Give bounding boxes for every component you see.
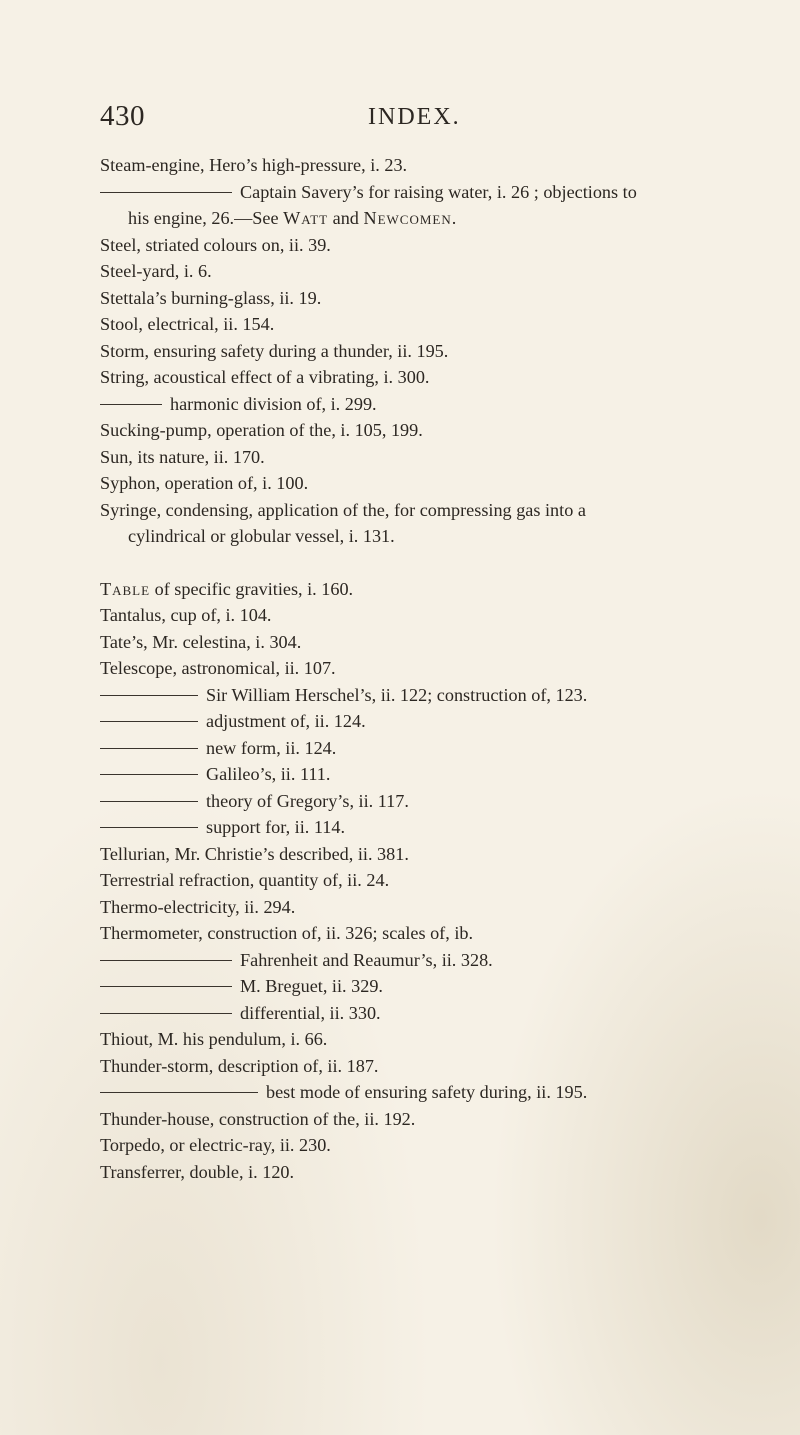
ditto-dash bbox=[100, 986, 232, 987]
index-entry-continuation: his engine, 26.—See Watt and Newcomen. bbox=[128, 208, 457, 228]
index-subentry: Fahrenheit and Reaumur’s, ii. 328. bbox=[100, 947, 790, 974]
ditto-dash bbox=[100, 748, 198, 749]
index-entry-continuation: cylindrical or globular vessel, i. 131. bbox=[128, 526, 395, 546]
index-entry: Stool, electrical, ii. 154. bbox=[100, 314, 275, 334]
section-gap bbox=[100, 550, 790, 576]
index-entry: Tantalus, cup of, i. 104. bbox=[100, 605, 272, 625]
index-entry: Thermometer, construction of, ii. 326; scales of, ib. bbox=[100, 923, 474, 943]
ditto-dash bbox=[100, 721, 198, 722]
index-entries bbox=[100, 152, 790, 1185]
index-entry: Thiout, M. his pendulum, i. 66. bbox=[100, 1029, 328, 1049]
index-entry: Syringe, condensing, application of the, for compressing gas into a bbox=[100, 499, 586, 520]
index-entry: Syphon, operation of, i. 100. bbox=[100, 473, 309, 493]
index-entry: Steam-engine, Hero’s high-pressure, i. 23. bbox=[100, 155, 408, 175]
ditto-dash bbox=[100, 192, 232, 193]
ditto-dash bbox=[100, 695, 198, 696]
index-subentry: M. Breguet, ii. 329. bbox=[100, 973, 790, 1000]
running-head: INDEX. bbox=[368, 104, 461, 130]
index-entry: Thunder-house, construction of the, ii. 192. bbox=[100, 1108, 416, 1129]
index-entry: Tellurian, Mr. Christie’s described, ii. 381. bbox=[100, 843, 409, 864]
index-subentry: Captain Savery’s for raising water, i. 26 ; objections to bbox=[100, 179, 790, 206]
index-entry: Tate’s, Mr. celestina, i. 304. bbox=[100, 631, 302, 652]
ditto-dash bbox=[100, 801, 198, 802]
index-subentry: Sir William Herschel’s, ii. 122; construction of, 123. bbox=[100, 682, 790, 709]
index-entry: Sucking-pump, operation of the, i. 105, 199. bbox=[100, 420, 423, 440]
ditto-dash bbox=[100, 960, 232, 961]
index-entry: Thunder-storm, description of, ii. 187. bbox=[100, 1055, 379, 1076]
index-entry: Thermo-electricity, ii. 294. bbox=[100, 896, 296, 917]
cross-reference[interactable]: Newcomen bbox=[363, 208, 452, 228]
ditto-dash bbox=[100, 1092, 258, 1093]
index-entry: Telescope, astronomical, ii. 107. bbox=[100, 658, 336, 678]
index-entry: Sun, its nature, ii. 170. bbox=[100, 446, 265, 467]
index-entry: String, acoustical effect of a vibrating, i. 300. bbox=[100, 367, 430, 387]
index-entry: Terrestrial refraction, quantity of, ii. 24. bbox=[100, 870, 390, 890]
index-entry: Transferrer, double, i. 120. bbox=[100, 1161, 295, 1182]
page-header bbox=[0, 100, 800, 140]
index-entry: Torpedo, or electric-ray, ii. 230. bbox=[100, 1135, 331, 1155]
cross-reference[interactable]: Watt bbox=[283, 208, 329, 228]
page-number: 430 bbox=[100, 100, 145, 132]
index-entry: Storm, ensuring safety during a thunder, ii. 195. bbox=[100, 340, 449, 361]
index-entry: Steel-yard, i. 6. bbox=[100, 261, 212, 281]
ditto-dash bbox=[100, 404, 162, 405]
index-subentry: Galileo’s, ii. 111. bbox=[100, 761, 790, 788]
index-subentry: new form, ii. 124. bbox=[100, 735, 790, 762]
index-subentry: support for, ii. 114. bbox=[100, 814, 790, 841]
index-subentry: best mode of ensuring safety during, ii. 195. bbox=[100, 1079, 790, 1106]
index-entry: Table of specific gravities, i. 160. bbox=[100, 578, 354, 599]
ditto-dash bbox=[100, 774, 198, 775]
index-subentry: differential, ii. 330. bbox=[100, 1000, 790, 1027]
ditto-dash bbox=[100, 827, 198, 828]
index-entry: Steel, striated colours on, ii. 39. bbox=[100, 234, 331, 255]
index-subentry: theory of Gregory’s, ii. 117. bbox=[100, 788, 790, 815]
ditto-dash bbox=[100, 1013, 232, 1014]
index-subentry: harmonic division of, i. 299. bbox=[100, 391, 790, 418]
index-entry: Stettala’s burning-glass, ii. 19. bbox=[100, 287, 322, 308]
index-subentry: adjustment of, ii. 124. bbox=[100, 708, 790, 735]
